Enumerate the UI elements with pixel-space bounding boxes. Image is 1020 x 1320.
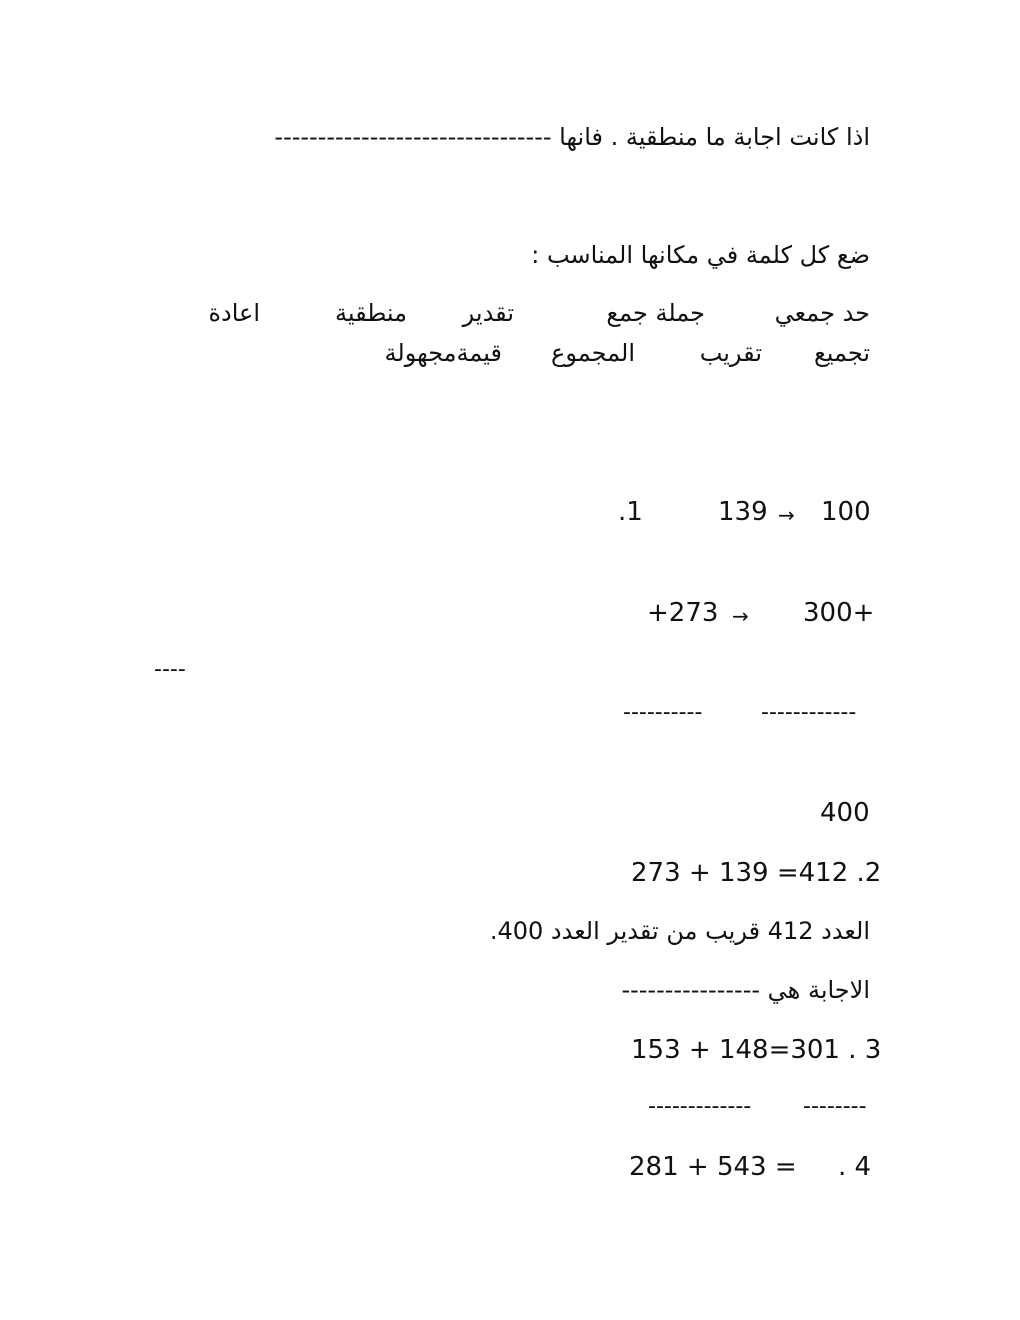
word-bank-item: اعادة <box>208 299 260 327</box>
question-2-statement: العدد 412 قريب من تقدير العدد 400. <box>489 917 870 945</box>
question-3-blank-left: ------------- <box>648 1094 752 1119</box>
second-value: +273 <box>647 598 719 628</box>
question-number: . 4 <box>838 1152 872 1182</box>
word-bank-item: منطقية <box>334 299 407 327</box>
sum-blank-left: ---------- <box>623 700 703 725</box>
answer-prompt: الاجابة هي <box>767 976 870 1004</box>
header-question <box>274 122 870 152</box>
arrow-icon: → <box>732 604 749 628</box>
sum-blank-right: ------------ <box>761 700 857 725</box>
word-bank-item: جملة جمع <box>606 299 705 327</box>
side-dash: ---- <box>154 657 186 682</box>
second-rounded: 300+ <box>803 598 875 628</box>
instruction-text: ضع كل كلمة في مكانها المناسب : <box>531 241 870 269</box>
word-bank-item: تجميع <box>813 339 870 367</box>
question-2-answer <box>621 975 870 1005</box>
word-bank-item: تقدير <box>462 299 514 327</box>
question-2-equation: 273 + 139 =412 .2 <box>631 858 882 888</box>
question-4-equation: 281 + 543 = <box>629 1152 797 1182</box>
answer-blank: ---------------- <box>621 976 761 1004</box>
arrow-icon: → <box>778 503 795 527</box>
word-bank-item: حد جمعي <box>774 299 870 327</box>
estimate-result: 400 <box>820 798 870 828</box>
word-bank-item: تقريب <box>699 339 762 367</box>
header-prompt: اذا كانت اجابة ما منطقية . فانها <box>559 123 870 151</box>
question-number: .1 <box>618 497 643 527</box>
first-value: 139 <box>718 497 768 527</box>
question-3-equation: 153 + 148=301 . 3 <box>631 1035 882 1065</box>
first-rounded: 100 <box>821 497 871 527</box>
question-3-blank-right: -------- <box>803 1094 867 1119</box>
word-bank-item: المجموع <box>551 339 635 367</box>
word-bank-item: قيمةمجهولة <box>384 339 502 367</box>
header-answer-blank: -------------------------------- <box>274 123 552 151</box>
